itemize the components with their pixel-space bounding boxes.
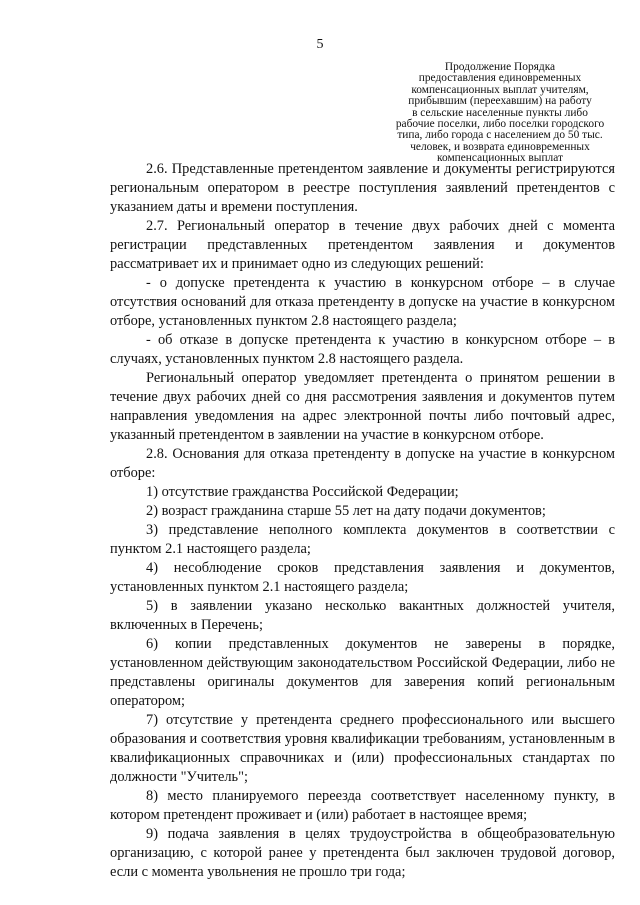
header-note-line: компенсационных выплат учителям, <box>411 83 589 96</box>
paragraph: 9) подача заявления в целях трудоустройства в общеобразовательную организацию, с которой ранее у претендента был заключен трудовой договор, если с момента увольнения не прошло три года; <box>110 826 615 880</box>
paragraph: - об отказе в допуске претендента к участию в конкурсном отборе – в случаях, установленных пунктом 2.8 настоящего раздела. <box>110 332 615 367</box>
header-note-line: предоставления единовременных <box>418 72 582 85</box>
paragraph: 2) возраст гражданина старше 55 лет на дату подачи документов; <box>146 503 546 519</box>
paragraph: - о допуске претендента к участию в конкурсном отборе – в случае отсутствия оснований для отказа претенденту в допуске на участие в конкурсном отборе, установленных пунктом 2.8 настоящего раздела; <box>110 275 615 329</box>
header-note-line: прибывшим (переехавшим) на работу <box>408 95 592 108</box>
paragraph: 3) представление неполного комплекта документов в соответствии с пунктом 2.1 настоящего раздела; <box>110 522 615 557</box>
header-note-line: компенсационных выплат <box>437 152 563 165</box>
header-note-line: в сельские населенные пункты либо <box>412 106 588 119</box>
paragraph: 2.8. Основания для отказа претенденту в допуске на участие в конкурсном отборе: <box>110 446 615 481</box>
header-note-line: рабочие поселки, либо поселки городского <box>395 118 605 131</box>
paragraph: Региональный оператор уведомляет претендента о принятом решении в течение двух рабочих дней со дня рассмотрения заявления и документов путем направления уведомления на адрес электронной почты либо почтовый адрес, указанный претендентом в заявлении на участие в конкурсном отборе. <box>110 370 615 443</box>
page-number: 5 <box>316 37 324 52</box>
header-note-line: человек, и возврата единовременных <box>410 140 590 153</box>
paragraph: 4) несоблюдение сроков представления заявления и документов, установленных пунктом 2.1 настоящего раздела; <box>110 560 615 595</box>
paragraph: 7) отсутствие у претендента среднего профессионального или высшего образования и соответствия уровня квалификации требованиям, установленным в квалификационных справочниках и (или) профессиональных стандартах по должности "Учитель"; <box>110 712 615 785</box>
header-note <box>380 62 620 165</box>
header-note-line: типа, либо города с населением до 50 тыс. <box>397 129 603 142</box>
paragraph: 5) в заявлении указано несколько вакантных должностей учителя, включенных в Перечень; <box>110 598 615 633</box>
paragraph: 8) место планируемого переезда соответствует населенному пункту, в котором претендент проживает и (или) работает в настоящее время; <box>110 788 615 823</box>
paragraph: 2.6. Представленные претендентом заявление и документы регистрируются региональным оператором в реестре поступления заявлений претендентов с указанием даты и времени поступления. <box>110 161 615 215</box>
header-note-line: Продолжение Порядка <box>444 61 556 73</box>
paragraph: 6) копии представленных документов не заверены в порядке, установленном действующим законодательством Российской Федерации, либо не представлены оригиналы документов для заверения копий региональным оператором; <box>110 636 615 709</box>
paragraph: 2.7. Региональный оператор в течение двух рабочих дней с момента регистрации представленных претендентом заявления и документов рассматривает их и принимает одно из следующих решений: <box>110 218 615 272</box>
document-body <box>110 160 615 882</box>
paragraph: 1) отсутствие гражданства Российской Федерации; <box>146 484 459 500</box>
